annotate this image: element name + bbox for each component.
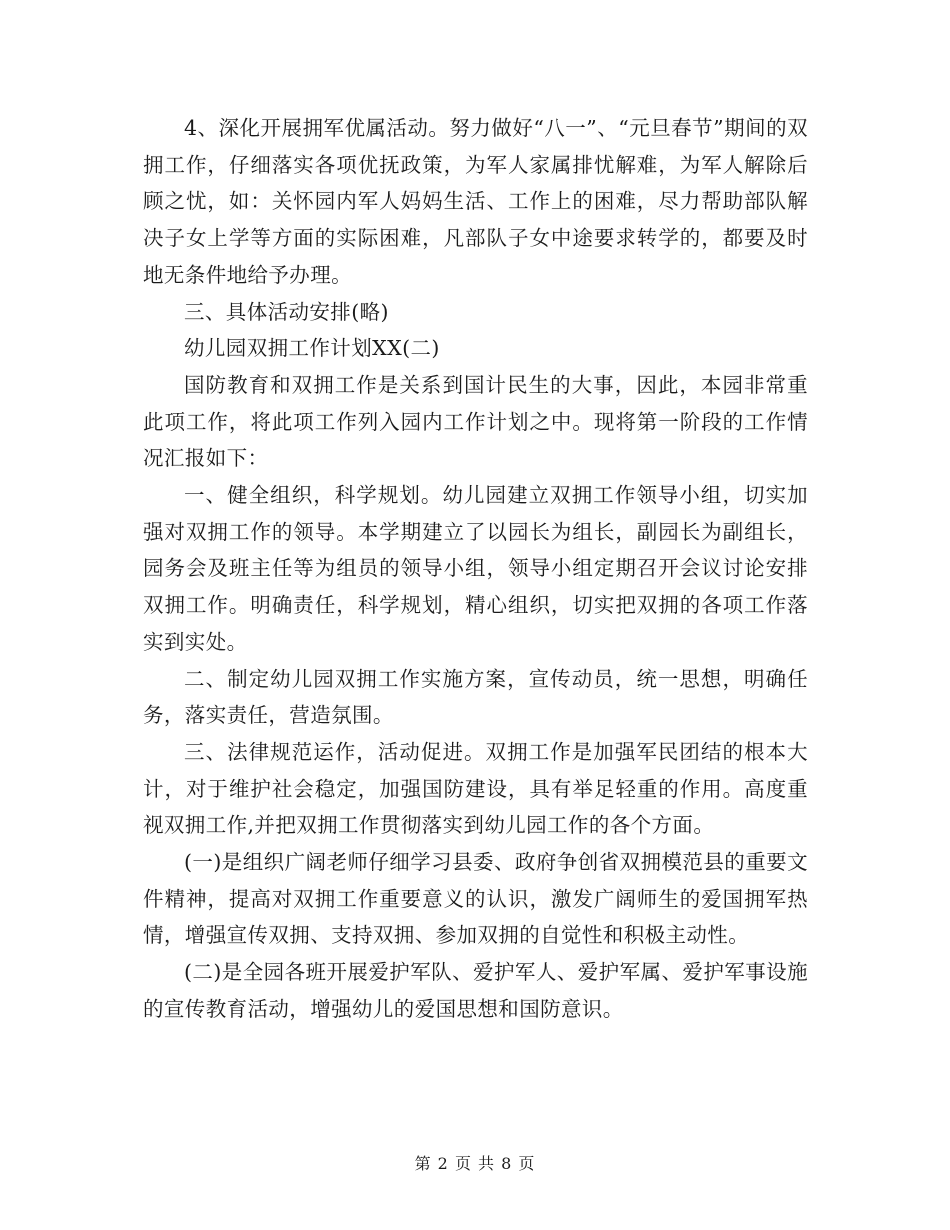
paragraph-organization: 一、健全组织，科学规划。幼儿园建立双拥工作领导小组，切实加强对双拥工作的领导。本学期建立了以园长为组长，副园长为副组长，园务会及班主任等为组员的领导小组，领导小组定期召开会议讨论安排双拥工作。明确责任，科学规划，精心组织，切实把双拥的各项工作落实到实处。: [143, 483, 808, 654]
paragraph-implementation-plan: 二、制定幼儿园双拥工作实施方案，宣传动员，统一思想，明确任务，落实责任，营造氛围。: [143, 666, 808, 728]
paragraph-item-two: (二)是全园各班开展爱护军队、爱护军人、爱护军属、爱护军事设施的宣传教育活动，增强幼儿的爱国思想和国防意识。: [143, 960, 808, 1021]
section-title-plan-two: 幼儿园双拥工作计划XX(二): [184, 336, 440, 361]
page-number-footer: 第 2 页 共 8 页: [414, 1154, 536, 1173]
paragraph-legal-operation: 三、法律规范运作，活动促进。双拥工作是加强军民团结的根本大计，对于维护社会稳定，加强国防建设，具有举足轻重的作用。高度重视双拥工作,并把双拥工作贯彻落实到幼儿园工作的各个方面。: [143, 739, 808, 838]
document-body: [143, 110, 808, 1028]
paragraph-activity-schedule: 三、具体活动安排(略): [184, 299, 389, 324]
paragraph-support-military-families: 4、深化开展拥军优属活动。努力做好“八一”、“元旦春节”期间的双拥工作，仔细落实各项优抚政策，为军人家属排忧解难，为军人解除后顾之忧，如：关怀园内军人妈妈生活、工作上的困难，尽力帮助部队解决子女上学等方面的实际困难，凡部队子女中途要求转学的，都要及时地无条件地给予办理。: [143, 116, 808, 287]
paragraph-intro-report: 国防教育和双拥工作是关系到国计民生的大事，因此，本园非常重此项工作，将此项工作列入园内工作计划之中。现将第一阶段的工作情况汇报如下：: [143, 372, 808, 471]
paragraph-item-one: (一)是组织广阔老师仔细学习县委、政府争创省双拥模范县的重要文件精神，提高对双拥工作重要意义的认识，激发广阔师生的爱国拥军热情，增强宣传双拥、支持双拥、参加双拥的自觉性和积极主动性。: [143, 850, 808, 948]
